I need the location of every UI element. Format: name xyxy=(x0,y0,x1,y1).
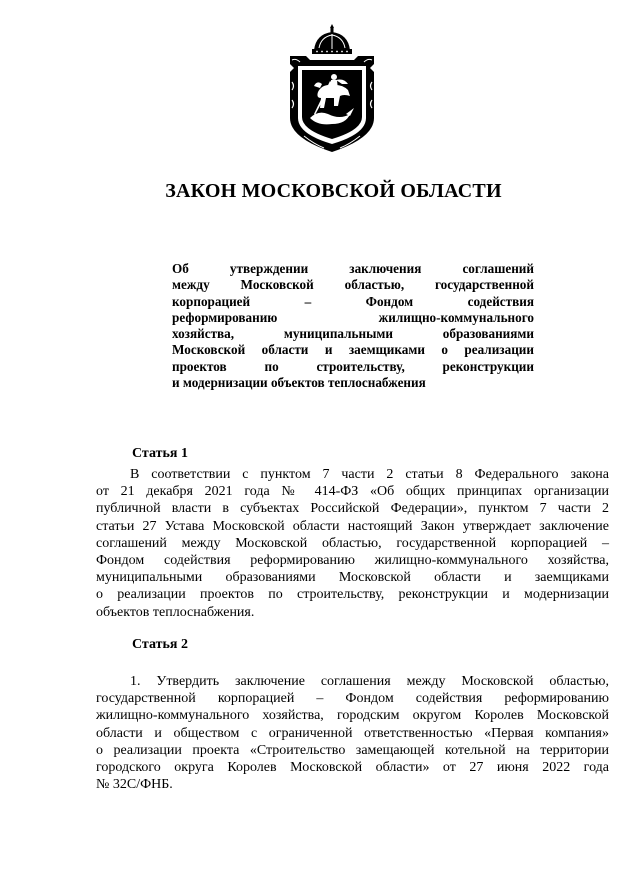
subject-line: Об утверждении заключения соглашений xyxy=(172,261,534,276)
crown-icon xyxy=(312,24,352,54)
text-line: городского округа Королев Московской области» от 27 июня 2022 года xyxy=(96,760,609,776)
text-line: государственной корпорацией – Фондом содействия реформированию xyxy=(96,691,609,707)
coat-of-arms-emblem xyxy=(284,22,380,154)
text-line: статьи 27 Устава Московской области настоящий Закон утверждает заключение xyxy=(96,518,609,534)
shield-frame xyxy=(290,56,374,152)
text-line: от 21 декабря 2021 года № 414-ФЗ «Об общих принципах организации xyxy=(96,484,609,500)
subject-line: реформированию жилищно-коммунального xyxy=(172,309,534,325)
subject-line: Московской области и заемщиками о реализации xyxy=(172,342,534,358)
law-subject xyxy=(172,261,534,391)
article-1-text xyxy=(96,466,609,621)
text-line: № 32С/ФНБ. xyxy=(96,777,173,793)
article-1-heading: Статья 1 xyxy=(132,446,188,461)
subject-line: хозяйства, муниципальными образованиями xyxy=(172,326,534,342)
text-line: о реализации проектов по строительству, реконструкции и модернизации xyxy=(96,587,609,603)
text-line: публичной власти в субъектах Российской Федерации», пунктом 7 части 2 xyxy=(96,501,609,517)
text-line: 1. Утвердить заключение соглашения между Московской областью, xyxy=(130,674,609,689)
subject-line: и модернизации объектов теплоснабжения xyxy=(172,375,426,391)
text-line: о реализации проекта «Строительство замещающей котельной на территории xyxy=(96,742,609,758)
text-line: объектов теплоснабжения. xyxy=(96,604,255,620)
text-line: В соответствии с пунктом 7 части 2 статьи 8 Федерального закона xyxy=(130,467,609,482)
text-line: муниципальными образованиями Московской области и заемщиками xyxy=(96,570,609,586)
text-line: области и обществом с ограниченной ответственностью «Первая компания» xyxy=(96,725,609,741)
article-2-text xyxy=(96,673,609,793)
article-2-heading: Статья 2 xyxy=(132,637,188,652)
subject-line: проектов по строительству, реконструкции xyxy=(172,358,534,374)
subject-line: между Московской областью, государственной xyxy=(172,277,534,293)
law-title: ЗАКОН МОСКОВСКОЙ ОБЛАСТИ xyxy=(165,180,502,202)
text-line: соглашений между Московской областью, государственной корпорацией – xyxy=(96,535,609,551)
text-line: Фондом содействия реформированию жилищно-коммунального хозяйства, xyxy=(96,553,609,569)
subject-line: корпорацией – Фондом содействия xyxy=(172,293,534,309)
text-line: жилищно-коммунального хозяйства, городским округом Королев Московской xyxy=(96,708,609,724)
